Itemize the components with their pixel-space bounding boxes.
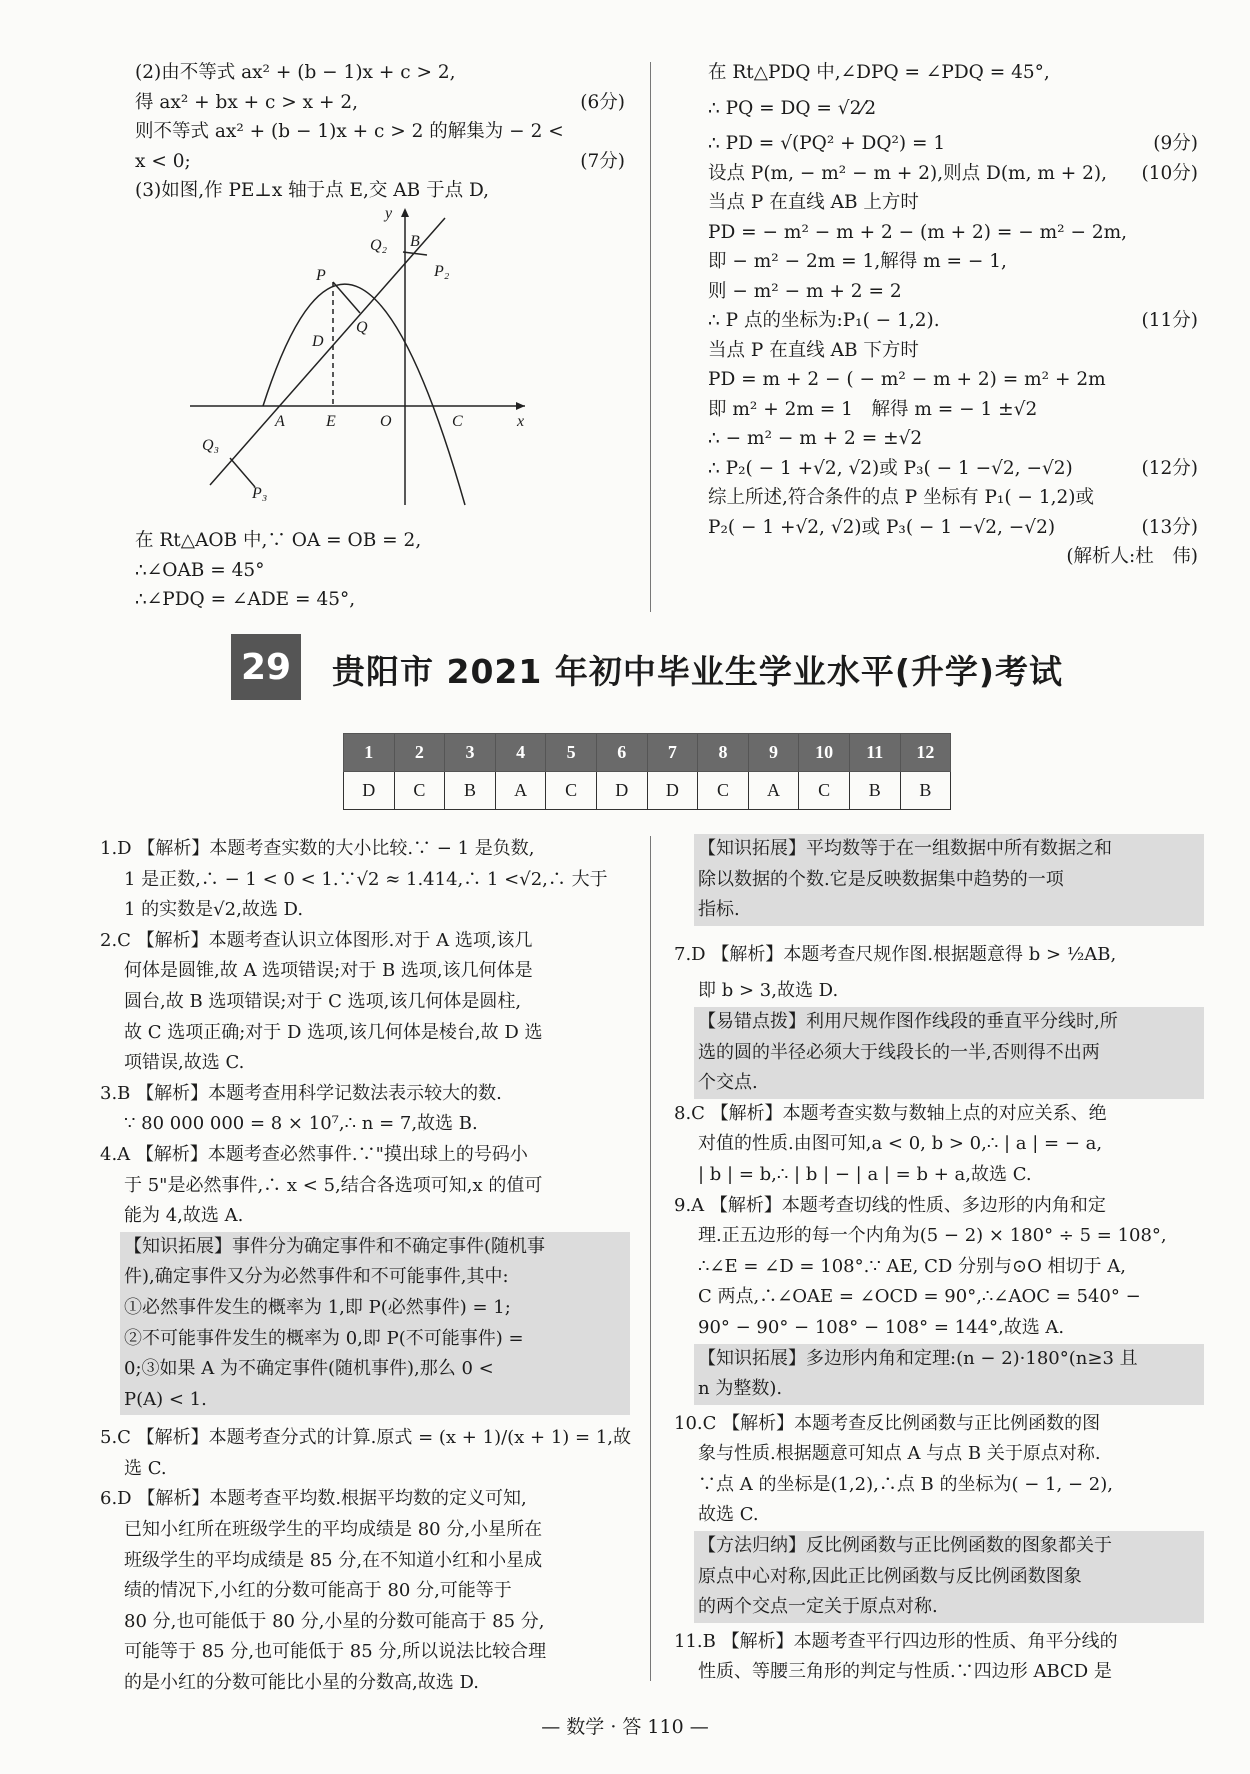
knowledge-box <box>694 1344 1204 1405</box>
text-line: 在 Rt△AOB 中,∵ OA = OB = 2, <box>135 530 422 551</box>
answer-cell: B <box>445 772 496 810</box>
knowledge-box <box>694 834 1204 926</box>
answer-line: 已知小红所在班级学生的平均成绩是 80 分,小星所在 <box>124 1519 543 1541</box>
answer-cell: D <box>344 772 395 810</box>
knowledge-line: ②不可能事件发生的概率为 0,即 P(不可能事件) = <box>124 1327 524 1349</box>
text-line: 综上所述,符合条件的点 P 坐标有 P₁( − 1,2)或 <box>708 487 1094 508</box>
text-line-with-score <box>708 454 1198 484</box>
answer-line: 选 C. <box>124 1457 167 1479</box>
answer-line: 5.C 【解析】本题考查分式的计算.原式 = (x + 1)/(x + 1) = 1,故 <box>100 1427 632 1449</box>
score: (11分) <box>1141 310 1198 331</box>
section-number: 29 <box>231 634 301 700</box>
answer-cell: D <box>596 772 647 810</box>
answer-line: 性质、等腰三角形的判定与性质.∵四边形 ABCD 是 <box>698 1661 1112 1683</box>
label-Q: Q <box>356 319 368 336</box>
tip-line: 个交点. <box>698 1072 758 1094</box>
answer-cell: B <box>849 772 900 810</box>
text-line-with-score <box>708 306 1198 336</box>
answer-line: 何体是圆锥,故 A 选项错误;对于 B 选项,该几何体是 <box>124 960 533 982</box>
question-number: 10 <box>799 734 850 772</box>
text-line: ∴ PD = √(PQ² + DQ²) = 1 <box>708 133 946 154</box>
label-P2: P₂ <box>434 263 450 280</box>
answer-line: ∵点 A 的坐标是(1,2),∴点 B 的坐标为( − 1, − 2), <box>698 1473 1113 1495</box>
label-E: E <box>326 413 336 430</box>
text-line: 即 − m² − 2m = 1,解得 m = − 1, <box>708 251 1007 272</box>
segment-P3Q3 <box>230 458 255 487</box>
answer-line: 2.C 【解析】本题考查认识立体图形.对于 A 选项,该几 <box>100 929 533 951</box>
knowledge-line: 【知识拓展】多边形内角和定理:(n − 2)·180°(n≥3 且 <box>698 1347 1138 1369</box>
top-right-column <box>708 58 1198 571</box>
answer-line: 8.C 【解析】本题考查实数与数轴上点的对应关系、绝 <box>674 1102 1107 1124</box>
answer-line: 圆台,故 B 选项错误;对于 C 选项,该几何体是圆柱, <box>124 990 522 1012</box>
parabola-curve <box>263 284 465 505</box>
answer-line: 绩的情况下,小红的分数可能高于 80 分,可能等于 <box>124 1580 512 1602</box>
answer-line: 于 5"是必然事件,∴ x < 5,结合各选项可知,x 的值可 <box>124 1174 543 1196</box>
section-title: 贵阳市 2021 年初中毕业生学业水平(升学)考试 <box>332 652 1063 691</box>
answer-cell: C <box>799 772 850 810</box>
text-line: (2)由不等式 ax² + (b − 1)x + c > 2, <box>135 62 456 83</box>
answer-table-answer-row <box>344 772 951 810</box>
top-left-column <box>135 58 625 206</box>
answer-line: 7.D 【解析】本题考查尺规作图.根据题意得 b > ½AB, <box>674 943 1117 965</box>
text-line: ∴∠OAB = 45° <box>135 559 265 581</box>
answer-cell: C <box>698 772 749 810</box>
answer-cell: D <box>647 772 698 810</box>
x-arrow-icon <box>516 402 525 410</box>
answer-line: 对值的性质.由图可知,a < 0, b > 0,∴ | a | = − a, <box>698 1133 1103 1155</box>
text-line: 当点 P 在直线 AB 上方时 <box>708 192 919 213</box>
tip-line: 【易错点拨】利用尺规作图作线段的垂直平分线时,所 <box>698 1010 1118 1032</box>
answer-cell: A <box>495 772 546 810</box>
answer-table-header-row <box>344 734 951 772</box>
text-line: 即 m² + 2m = 1 解得 m = − 1 ±√2 <box>708 398 1038 420</box>
answer-line: ∴∠E = ∠D = 108°.∵ AE, CD 分别与⊙O 相切于 A, <box>698 1255 1127 1277</box>
text-line: (3)如图,作 PE⊥x 轴于点 E,交 AB 于点 D, <box>135 180 490 201</box>
answer-cell: C <box>394 772 445 810</box>
score: (7分) <box>580 150 625 172</box>
question-number: 12 <box>900 734 951 772</box>
analyst: (解析人:杜 伟) <box>1066 546 1198 567</box>
text-line: x < 0; <box>135 150 191 172</box>
answer-line: 80 分,也可能低于 80 分,小星的分数可能高于 85 分, <box>124 1610 545 1632</box>
label-x: x <box>517 413 525 430</box>
answer-line: 故选 C. <box>698 1504 759 1526</box>
text-line: 设点 P(m, − m² − m + 2),则点 D(m, m + 2), <box>708 162 1108 184</box>
y-arrow-icon <box>401 208 409 217</box>
text-line: PD = − m² − m + 2 − (m + 2) = − m² − 2m, <box>708 221 1128 243</box>
text-line-with-score <box>135 88 625 118</box>
answer-cell: B <box>900 772 951 810</box>
answer-line: 能为 4,故选 A. <box>124 1205 244 1227</box>
answer-line: 9.A 【解析】本题考查切线的性质、多边形的内角和定 <box>674 1194 1106 1216</box>
answer-line: ∵ 80 000 000 = 8 × 10⁷,∴ n = 7,故选 B. <box>124 1113 478 1135</box>
text-line: PD = m + 2 − ( − m² − m + 2) = m² + 2m <box>708 369 1106 390</box>
knowledge-line: 件),确定事件又分为必然事件和不可能事件,其中: <box>124 1266 509 1288</box>
answer-line: 11.B 【解析】本题考查平行四边形的性质、角平分线的 <box>674 1630 1118 1652</box>
answer-line: 故 C 选项正确;对于 D 选项,该几何体是棱台,故 D 选 <box>124 1021 543 1043</box>
answer-table <box>343 733 951 810</box>
knowledge-line: ①必然事件发生的概率为 1,即 P(必然事件) = 1; <box>124 1296 511 1318</box>
column-divider-bottom <box>650 836 651 1681</box>
answer-line: 1 的实数是√2,故选 D. <box>124 899 304 921</box>
answer-line: 4.A 【解析】本题考查必然事件.∵"摸出球上的号码小 <box>100 1143 528 1165</box>
label-y: y <box>385 205 393 222</box>
score: (6分) <box>580 91 625 113</box>
answer-line: 即 b > 3,故选 D. <box>698 980 839 1002</box>
text-line: ∴∠PDQ = ∠ADE = 45°, <box>135 589 356 610</box>
answer-line: C 两点,∴∠OAE = ∠OCD = 90°,∴∠AOC = 540° − <box>698 1286 1141 1308</box>
page-footer: — 数学 · 答 110 — <box>541 1716 709 1738</box>
text-line-with-score <box>708 513 1198 543</box>
answer-line: 象与性质.根据题意可知点 A 与点 B 关于原点对称. <box>698 1443 1101 1465</box>
answer-line: | b | = b,∴ | b | − | a | = b + a,故选 C. <box>698 1163 1032 1185</box>
answer-line: 1.D 【解析】本题考查实数的大小比较.∵ − 1 是负数, <box>100 838 535 859</box>
text-line: 在 Rt△PDQ 中,∠DPQ = ∠PDQ = 45°, <box>708 62 1050 83</box>
answer-cell: C <box>546 772 597 810</box>
question-number: 5 <box>546 734 597 772</box>
column-divider-top <box>650 62 651 612</box>
knowledge-line: 【知识拓展】平均数等于在一组数据中所有数据之和 <box>698 838 1112 859</box>
label-Q2: Q₂ <box>370 237 388 254</box>
label-A: A <box>275 413 285 430</box>
answer-line: 的是小红的分数可能比小星的分数高,故选 D. <box>124 1672 479 1694</box>
answer-line: 6.D 【解析】本题考查平均数.根据平均数的定义可知, <box>100 1488 527 1510</box>
knowledge-line: n 为整数). <box>698 1378 783 1400</box>
answer-line: 可能等于 85 分,也可能低于 85 分,所以说法比较合理 <box>124 1641 547 1663</box>
question-number: 6 <box>596 734 647 772</box>
knowledge-line: 0;③如果 A 为不确定事件(随机事件),那么 0 < <box>124 1358 494 1380</box>
knowledge-box <box>120 1232 630 1416</box>
bottom-right-column <box>674 834 1204 1688</box>
knowledge-line: P(A) < 1. <box>124 1388 207 1410</box>
answer-line: 班级学生的平均成绩是 85 分,在不知道小红和小星成 <box>124 1549 543 1571</box>
top-left-after-figure <box>135 526 625 615</box>
label-P: P <box>316 267 326 284</box>
label-B: B <box>410 233 420 250</box>
text-line: 当点 P 在直线 AB 下方时 <box>708 339 919 361</box>
answer-line: 1 是正数,∴ − 1 < 0 < 1.∵√2 ≈ 1.414,∴ 1 <√2,∴ 大于 <box>124 868 608 890</box>
question-number: 1 <box>344 734 395 772</box>
method-box <box>694 1531 1204 1623</box>
answer-line: 理.正五边形的每一个内角为(5 − 2) × 180° ÷ 5 = 108°, <box>698 1225 1167 1247</box>
label-Q3: Q₃ <box>202 437 220 454</box>
answer-cell: A <box>748 772 799 810</box>
question-number: 3 <box>445 734 496 772</box>
score: (10分) <box>1141 162 1198 184</box>
question-number: 2 <box>394 734 445 772</box>
method-line: 原点中心对称,因此正比例函数与反比例函数图象 <box>698 1565 1082 1587</box>
answer-line: 3.B 【解析】本题考查用科学记数法表示较大的数. <box>100 1082 502 1104</box>
score: (12分) <box>1141 457 1198 479</box>
analyst-line <box>708 542 1198 571</box>
text-line: 则不等式 ax² + (b − 1)x + c > 2 的解集为 − 2 < <box>135 121 564 142</box>
method-line: 【方法归纳】反比例函数与正比例函数的图象都关于 <box>698 1535 1112 1557</box>
text-line: 则 − m² − m + 2 = 2 <box>708 280 902 302</box>
question-number: 9 <box>748 734 799 772</box>
label-C: C <box>452 413 463 430</box>
label-D: D <box>312 333 324 350</box>
parabola-figure <box>190 200 530 510</box>
question-number: 8 <box>698 734 749 772</box>
text-line: ∴ P₂( − 1 +√2, √2)或 P₃( − 1 −√2, −√2) <box>708 457 1073 479</box>
tip-line: 选的圆的半径必须大于线段长的一半,否则得不出两 <box>698 1041 1100 1063</box>
text-line-with-score <box>708 159 1198 189</box>
answer-line: 90° − 90° − 108° − 108° = 144°,故选 A. <box>698 1316 1065 1338</box>
question-number: 7 <box>647 734 698 772</box>
question-number: 4 <box>495 734 546 772</box>
label-O: O <box>380 413 392 430</box>
answer-line: 项错误,故选 C. <box>124 1052 245 1074</box>
text-line-with-score <box>708 129 1198 159</box>
score: (13分) <box>1141 516 1198 538</box>
text-line: ∴ − m² − m + 2 = ±√2 <box>708 428 923 449</box>
answer-line: 10.C 【解析】本题考查反比例函数与正比例函数的图 <box>674 1412 1101 1434</box>
method-line: 的两个交点一定关于原点对称. <box>698 1596 938 1618</box>
text-line: P₂( − 1 +√2, √2)或 P₃( − 1 −√2, −√2) <box>708 516 1056 538</box>
text-line: ∴ P 点的坐标为:P₁( − 1,2). <box>708 310 940 331</box>
score: (9分) <box>1153 133 1198 154</box>
knowledge-line: 指标. <box>698 899 740 921</box>
knowledge-line: 【知识拓展】事件分为确定事件和不确定事件(随机事 <box>124 1235 546 1257</box>
label-P3: P₃ <box>252 485 268 502</box>
question-number: 11 <box>849 734 900 772</box>
knowledge-line: 除以数据的个数.它是反映数据集中趋势的一项 <box>698 868 1064 890</box>
bottom-left-column <box>100 834 630 1699</box>
text-line: ∴ PQ = DQ = √2⁄2 <box>708 97 877 119</box>
text-line: 得 ax² + bx + c > x + 2, <box>135 91 359 113</box>
text-line-with-score <box>135 147 625 177</box>
error-tip-box <box>694 1007 1204 1099</box>
